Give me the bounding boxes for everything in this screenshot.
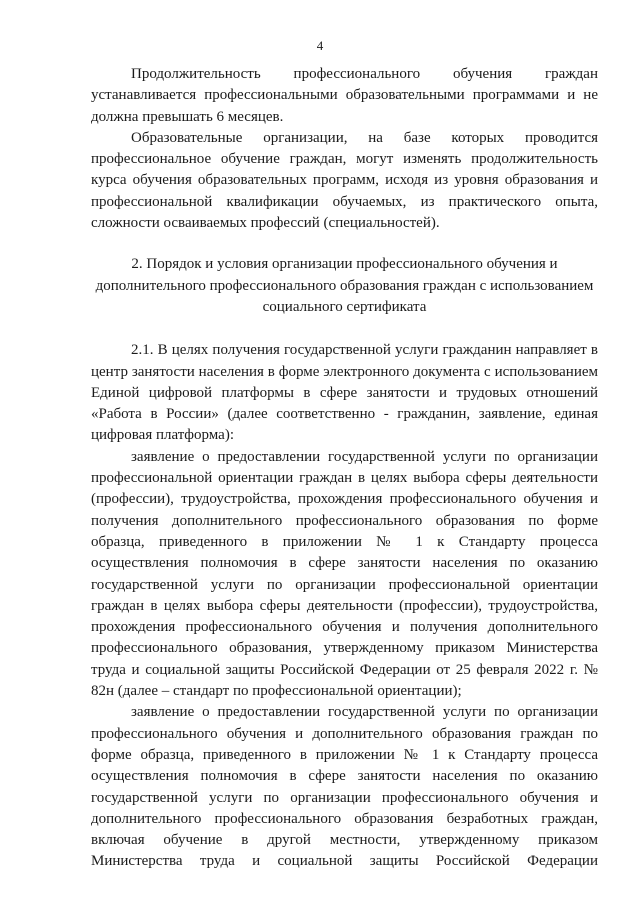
paragraph-application-orientation: заявление о предоставлении государственной услуги по организации профессиональной ориентации граждан в целях выбора сферы деятельности (профессии), трудоустройства, прохождения профессионального обучения и получения дополнительного профессионального образования по форме образца, приведенного в приложении № 1 к Стандарту процесса осуществления полномочия в сфере занятости населения по оказанию государственной услуги по организации профессиональной ориентации граждан в целях выбора сферы деятельности (профессии), трудоустройства, прохождения профессионального обучения и получения дополнительного профессионального образования, утвержденному приказом Министерства труда и социальной защиты Российской Федерации от 25 февраля 2022 г. № 82н (далее – стандарт по профессиональной ориентации); [91,448,598,700]
paragraph-2-1: 2.1. В целях получения государственной услуги гражданин направляет в центр занятости населения в форме электронного документа с использованием Единой цифровой платформы в сфере занятости и трудовых отношений «Работа в России» (далее соответственно - гражданин, заявление, единая цифровая платформа): [91,342,598,444]
paragraph-organizations: Образовательные организации, на базе которых проводится профессиональное обучение граждан, могут изменять продолжительность курса обучения образовательных программ, исходя из уровня образования и профессиональной квалификации обучаемых, из практического опыта, сложности осваиваемых профессий (специальностей). [91,129,598,232]
section-heading-line-1: 2. Порядок и условия организации профессионального обучения и [131,256,558,273]
paragraph-application-training: заявление о предоставлении государственной услуги по организации профессионального обучения и дополнительного образования граждан по форме образца, приведенного в приложении № 1 к Стандарту процесса осуществления полномочия в сфере занятости населения по оказанию государственной услуги по организации профессионального обучения и дополнительного профессионального образования безработных граждан, включая обучение в другой местности, утвержденному приказом Министерства труда и социальной защиты Российской Федерации [91,704,598,870]
document-body [91,64,598,873]
section-heading-line-3: социального сертификата [262,298,427,315]
page-number: 4 [316,38,324,53]
paragraph-duration: Продолжительность профессионального обучения граждан устанавливается профессиональными образовательными программами и не должна превышать 6 месяцев. [91,66,598,125]
section-heading [91,254,598,318]
section-heading-line-2: дополнительного профессионального образования граждан с использованием [95,277,594,294]
